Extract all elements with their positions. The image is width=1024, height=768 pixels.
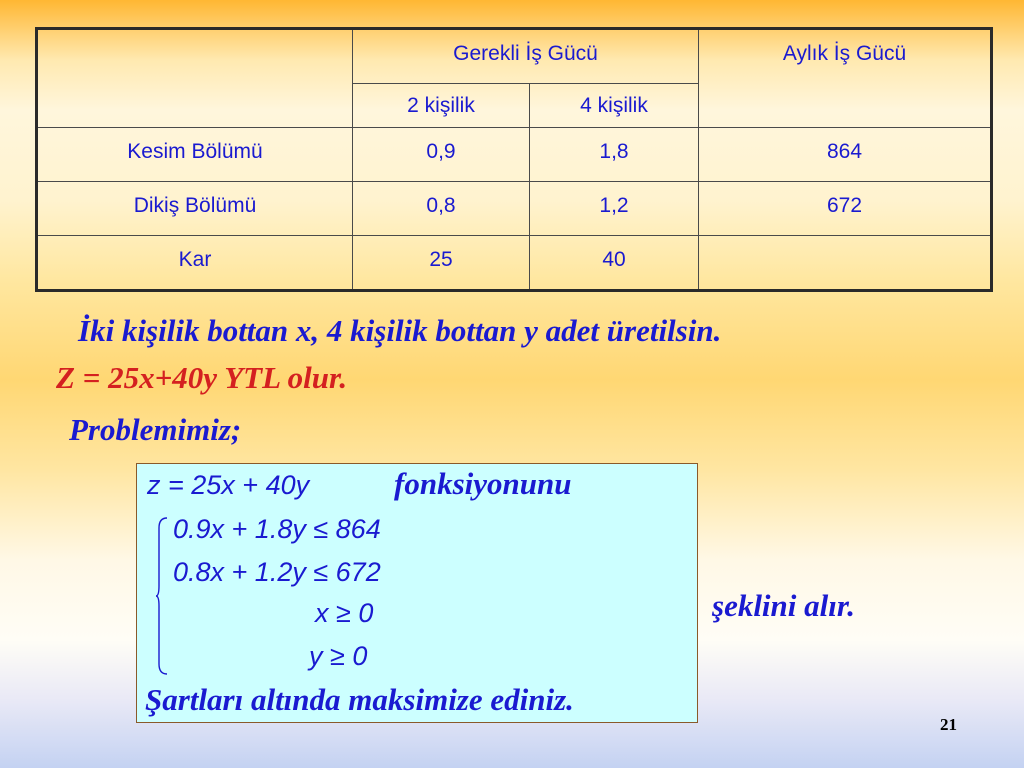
cell: 40 xyxy=(530,236,699,291)
constraint-1: 0.9x + 1.8y ≤ 864 xyxy=(173,514,381,544)
seklini-text: şeklini alır. xyxy=(712,588,855,623)
data-table xyxy=(35,27,993,292)
constraint-2: 0.8x + 1.2y ≤ 672 xyxy=(173,557,381,587)
cell: 1,8 xyxy=(530,128,699,182)
row-label: Kar xyxy=(37,236,353,291)
problem-statement: İki kişilik bottan x, 4 kişilik bottan y adet üretilsin. xyxy=(78,313,722,348)
row-label: Kesim Bölümü xyxy=(37,128,353,182)
table-row xyxy=(37,236,992,291)
cell: 0,9 xyxy=(353,128,530,182)
header-4-kisilik: 4 kişilik xyxy=(530,84,699,128)
page-number: 21 xyxy=(940,715,957,734)
constraint-3: x ≥ 0 xyxy=(315,598,374,628)
model-box xyxy=(136,463,698,723)
header-gerekli-is-gucu: Gerekli İş Gücü xyxy=(353,29,699,84)
table-corner-cell xyxy=(37,29,353,128)
table-row xyxy=(37,182,992,236)
cell: 1,2 xyxy=(530,182,699,236)
row-label: Dikiş Bölümü xyxy=(37,182,353,236)
cell: 672 xyxy=(699,182,992,236)
cell: 0,8 xyxy=(353,182,530,236)
problem-heading: Problemimiz; xyxy=(69,412,242,447)
header-2-kisilik: 2 kişilik xyxy=(353,84,530,128)
left-brace-icon xyxy=(155,516,169,676)
objective-statement: Z = 25x+40y YTL olur. xyxy=(56,360,348,395)
cell xyxy=(699,236,992,291)
header-aylik-is-gucu: Aylık İş Gücü xyxy=(699,29,992,128)
sartlar-text: Şartları altında maksimize ediniz. xyxy=(145,682,574,717)
cell: 25 xyxy=(353,236,530,291)
fonksiyonunu-label: fonksiyonunu xyxy=(394,466,572,501)
table-row xyxy=(37,128,992,182)
cell: 864 xyxy=(699,128,992,182)
objective-function: z = 25x + 40y xyxy=(147,470,310,500)
constraint-4: y ≥ 0 xyxy=(309,641,368,671)
